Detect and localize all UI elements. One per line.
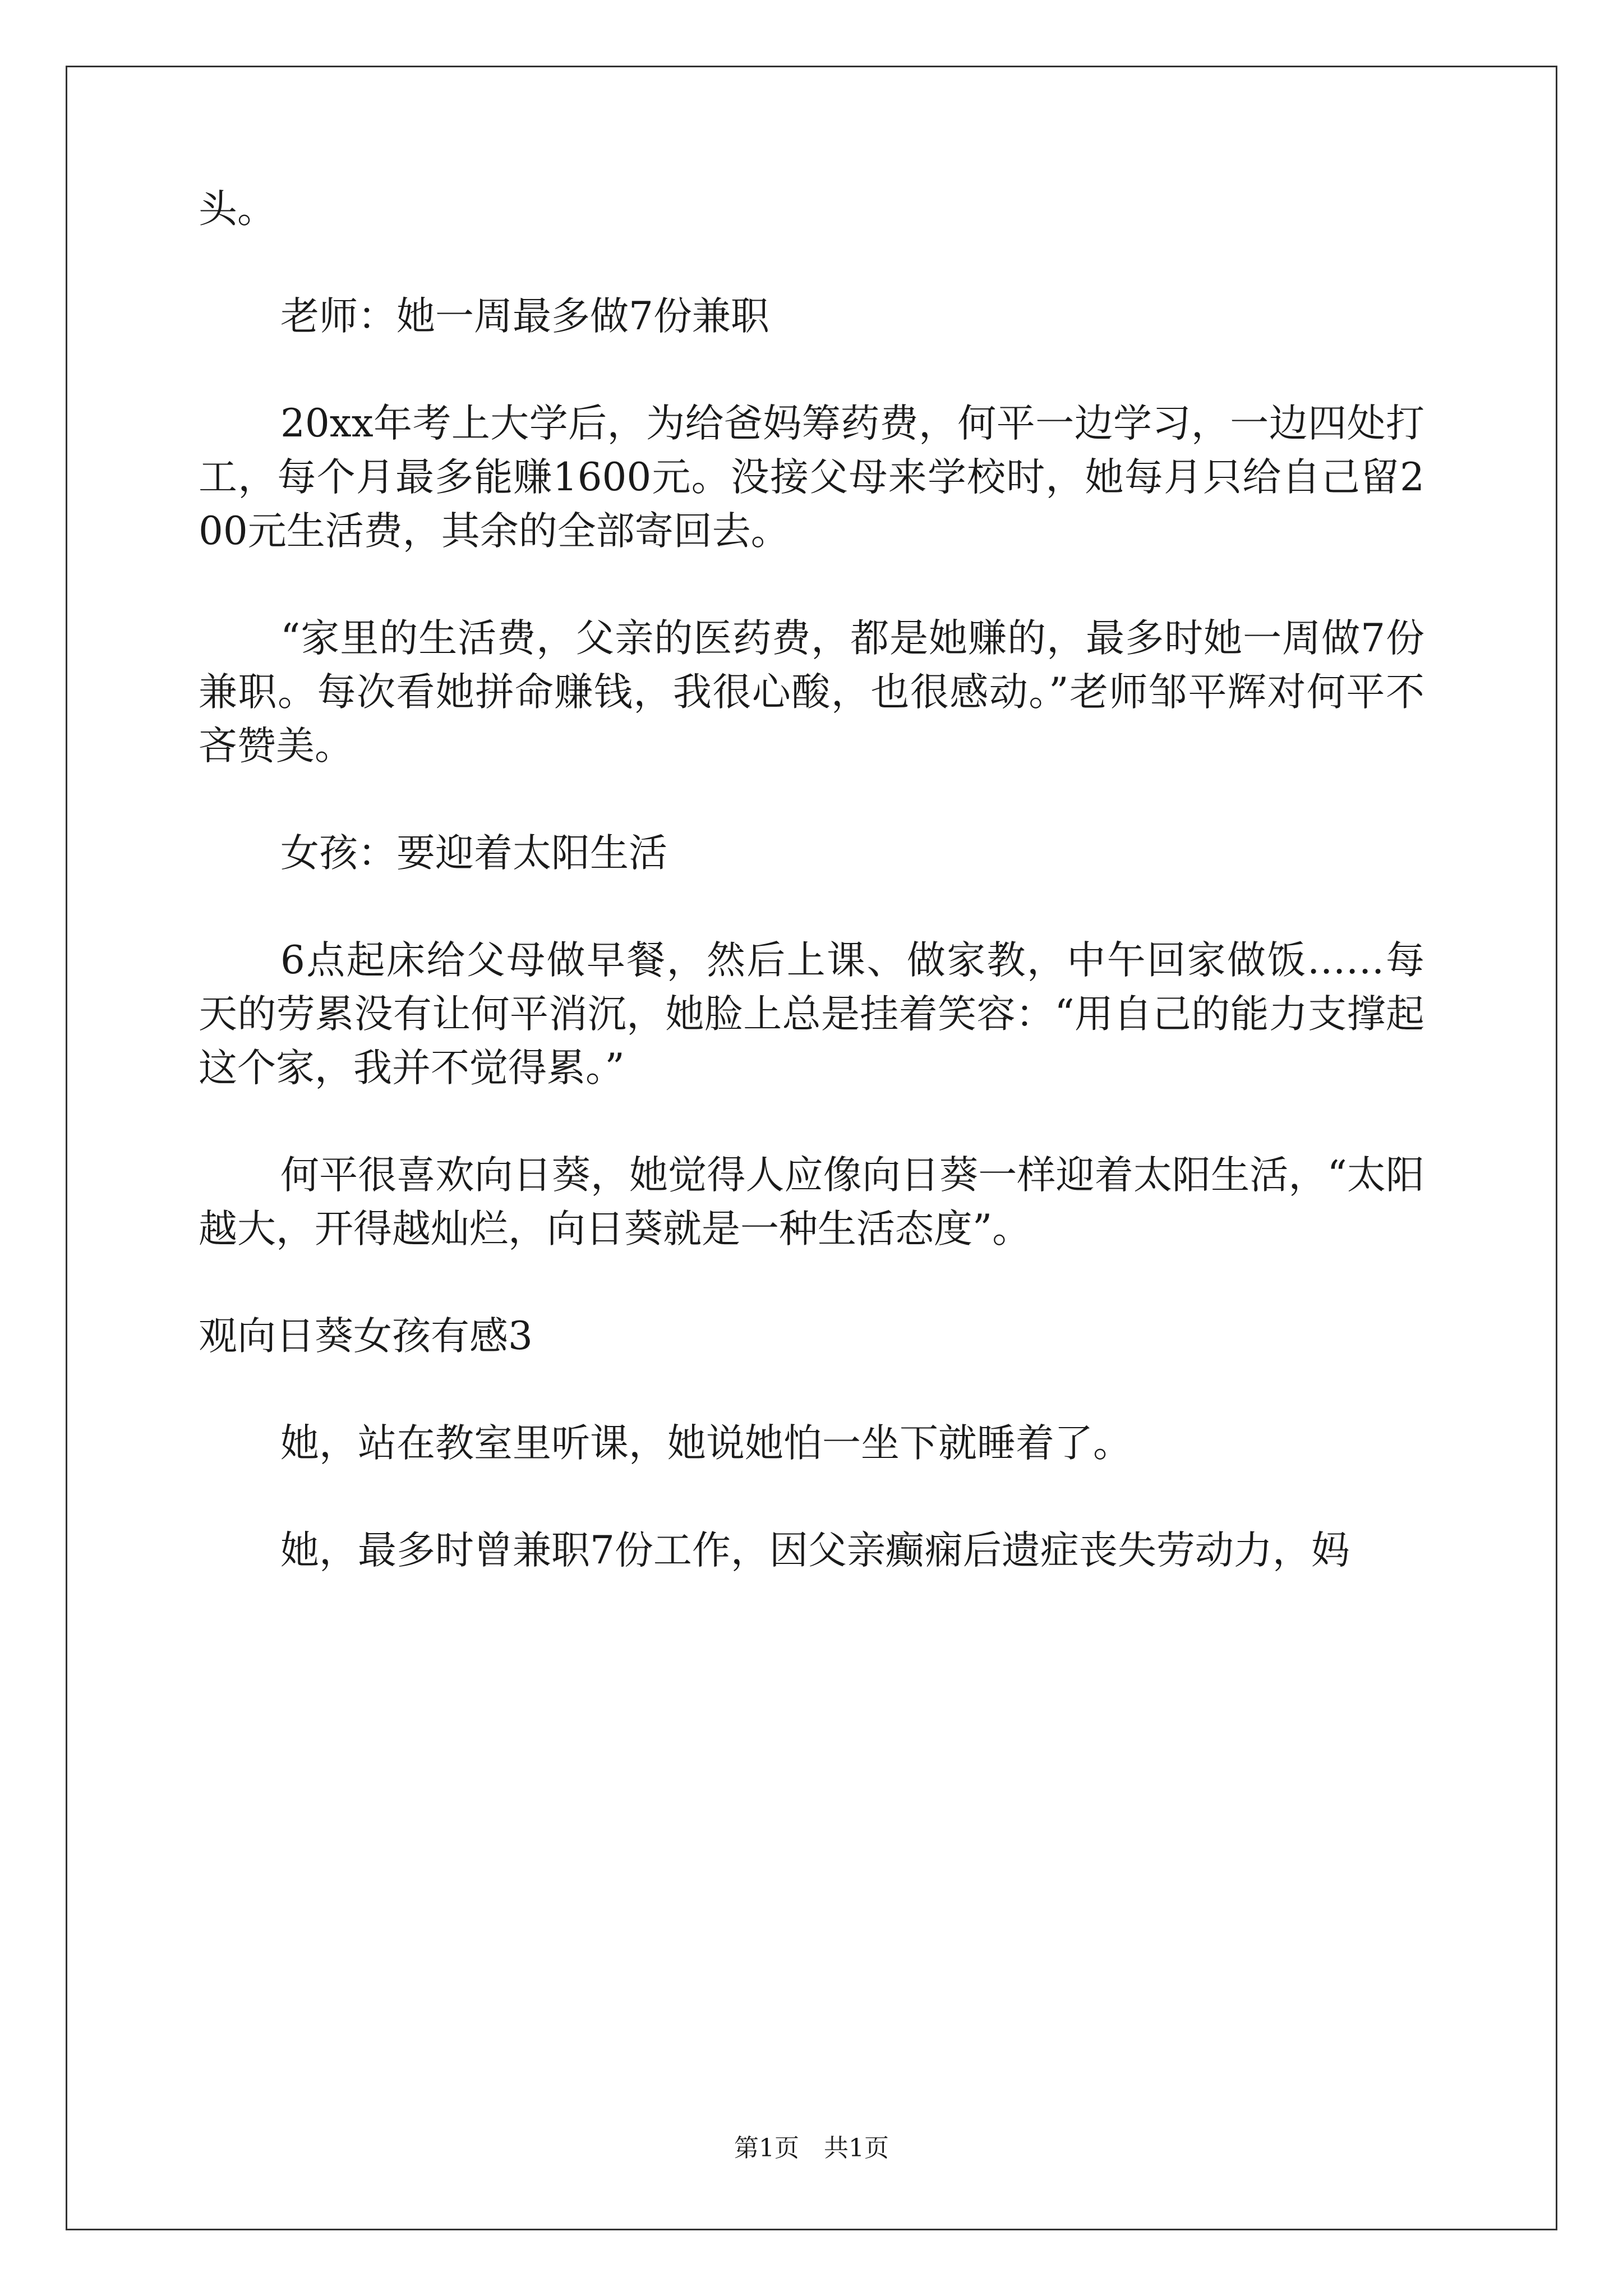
paragraph-7: 何平很喜欢向日葵，她觉得人应像向日葵一样迎着太阳生活，“太阳越大，开得越灿烂，向日葵就是一种生活态度”。 [199,1153,1424,1251]
paragraph-9: 她，站在教室里听课，她说她怕一坐下就睡着了。 [280,1421,1132,1466]
paragraph-3: 20xx年考上大学后，为给爸妈筹药费，何平一边学习，一边四处打工，每个月最多能赚1600元。没接父母来学校时，她每月只给自己留200元生活费，其余的全部寄回去。 [199,401,1424,554]
document-body [199,182,1424,1631]
section-heading-girl: 女孩：要迎着太阳生活 [280,831,667,876]
page-total: 共1页 [824,2134,889,2162]
paragraph-10: 她，最多时曾兼职7份工作，因父亲癫痫后遗症丧失劳动力，妈 [280,1528,1350,1573]
page-number: 第1页 [734,2134,799,2162]
section-heading-teacher: 老师：她一周最多做7份兼职 [280,294,769,339]
paragraph-4: “家里的生活费，父亲的医药费，都是她赚的，最多时她一周做7份兼职。每次看她拼命赚钱，我很心酸，也很感动。”老师邹平辉对何平不吝赞美。 [199,616,1424,769]
page-footer [0,2132,1623,2165]
article-title-3: 观向日葵女孩有感3 [199,1314,533,1359]
paragraph-1: 头。 [199,187,276,232]
paragraph-6: 6点起床给父母做早餐，然后上课、做家教，中午回家做饭……每天的劳累没有让何平消沉，她脸上总是挂着笑容：“用自己的能力支撑起这个家，我并不觉得累。” [199,938,1424,1091]
